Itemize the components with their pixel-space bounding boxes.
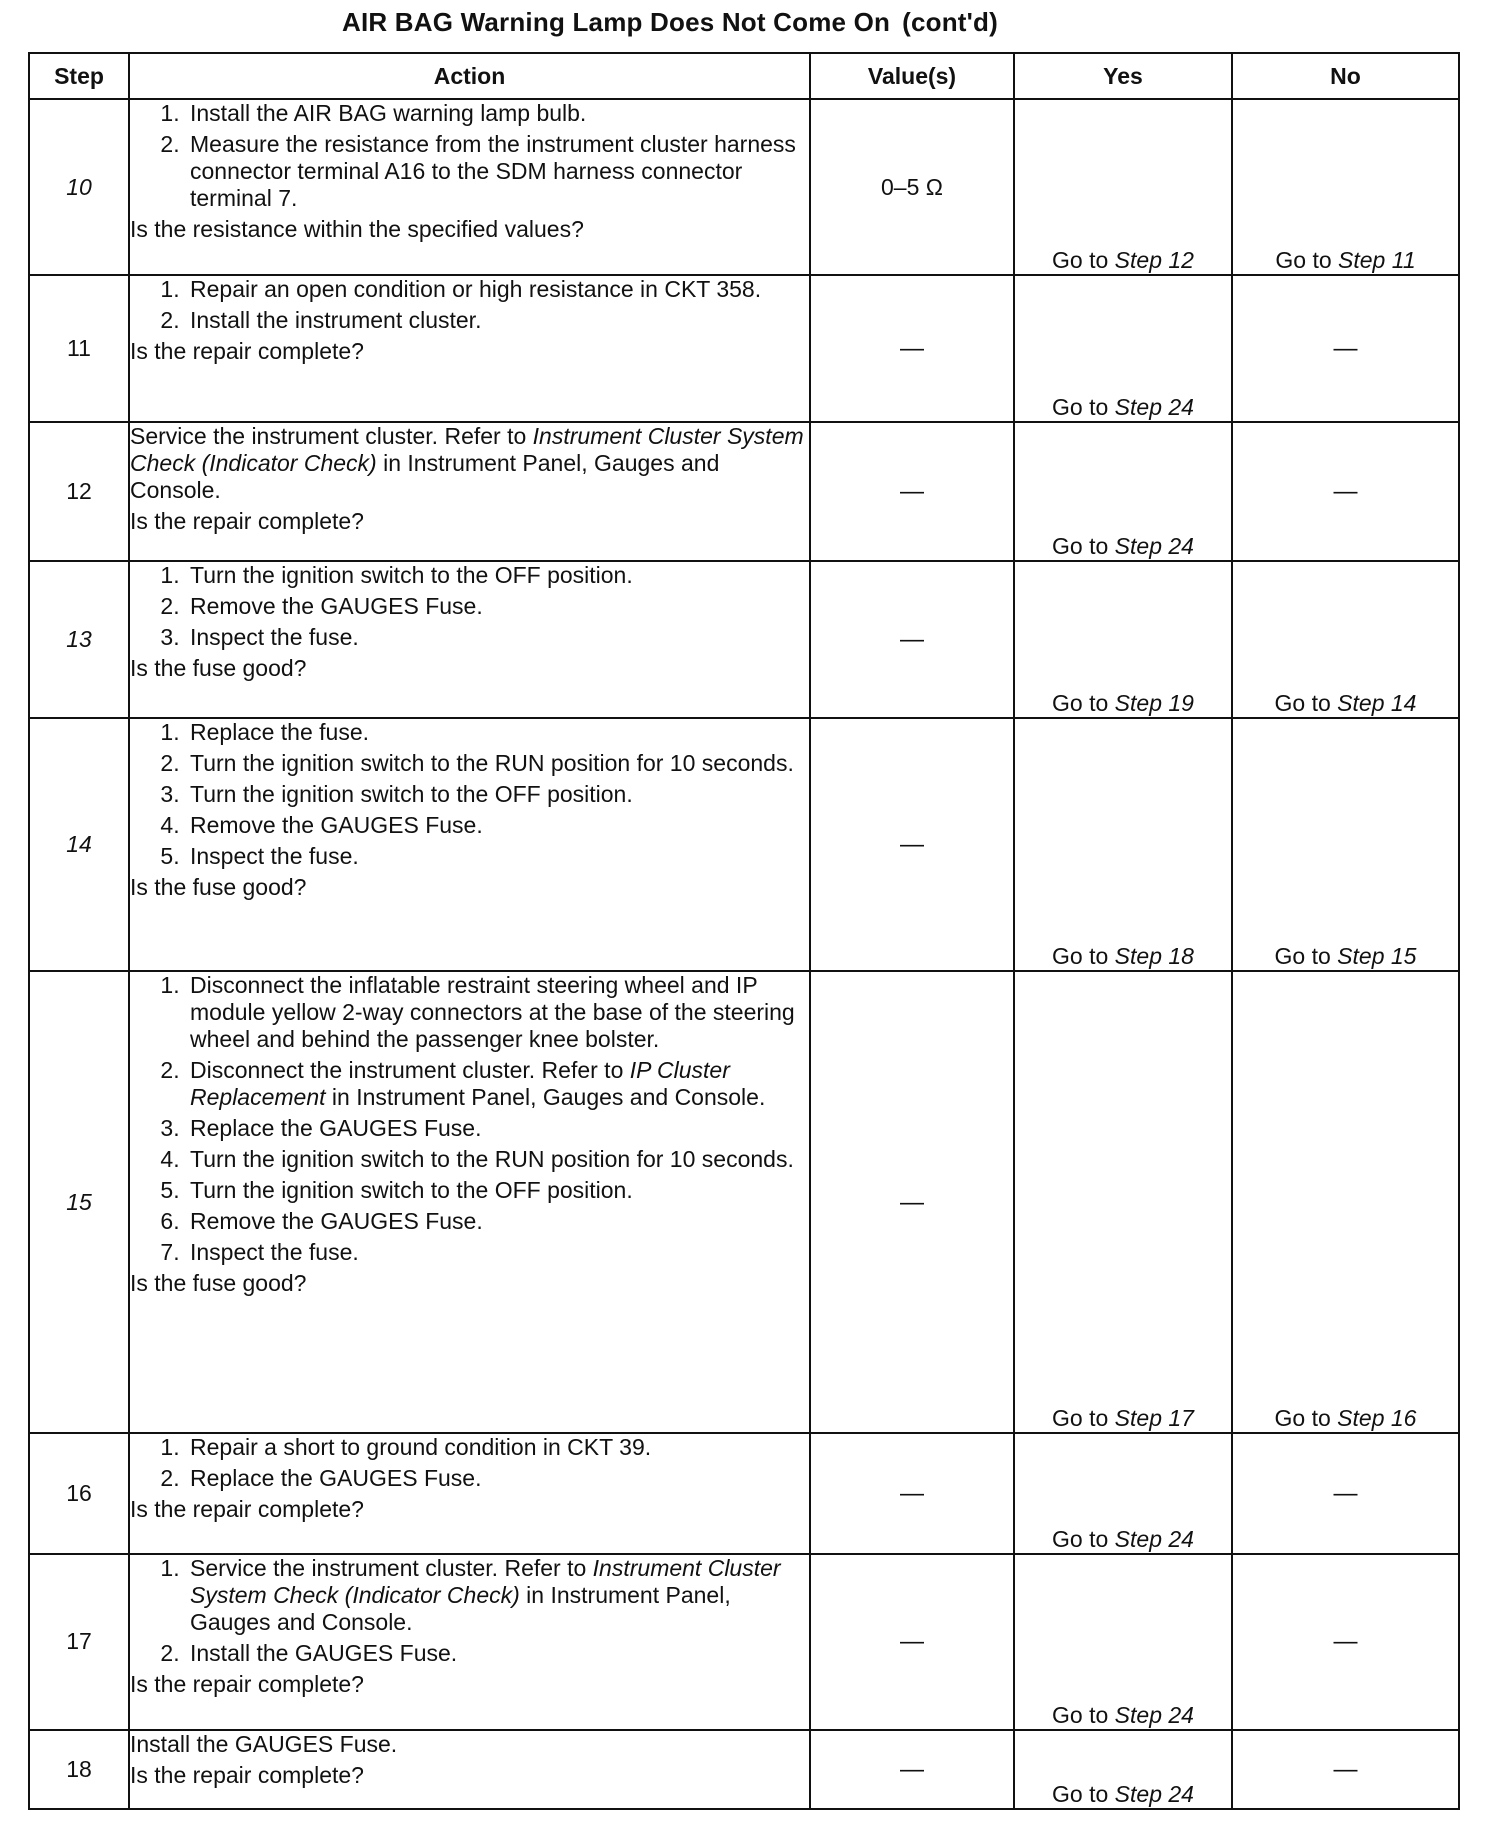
action-cell	[129, 99, 810, 275]
goto-prefix: Go to	[1052, 393, 1109, 420]
diagnostic-table	[28, 52, 1460, 1810]
goto-prefix: Go to	[1274, 1405, 1331, 1432]
no-goto	[1275, 1405, 1417, 1431]
action-cell	[129, 1554, 810, 1730]
goto-target: Step 24	[1114, 1702, 1194, 1729]
value-text: —	[900, 1628, 924, 1656]
yes-cell	[1014, 561, 1232, 719]
action-text: in Instrument Panel, Gauges and Console.	[325, 1084, 766, 1111]
table-row	[29, 1730, 1459, 1809]
action-cell	[129, 422, 810, 561]
action-item: 4. Turn the ignition switch to the RUN position for 10 seconds.	[186, 1146, 809, 1173]
no-cell	[1232, 1554, 1459, 1730]
yes-goto	[1052, 1526, 1194, 1552]
goto-prefix: Go to	[1052, 532, 1109, 559]
action-item: 1. Install the AIR BAG warning lamp bulb.	[186, 100, 809, 127]
action-item: 2. Remove the GAUGES Fuse.	[186, 593, 809, 620]
page-title-text: AIR BAG Warning Lamp Does Not Come On	[342, 7, 891, 37]
action-item: 3. Turn the ignition switch to the OFF position.	[186, 781, 809, 808]
table-body	[29, 99, 1459, 1809]
no-goto	[1275, 247, 1415, 273]
action-question: Is the repair complete?	[130, 338, 364, 365]
action-list	[130, 1434, 809, 1492]
table-row	[29, 971, 1459, 1433]
no-dash: —	[1333, 477, 1358, 505]
no-cell	[1232, 561, 1459, 719]
yes-cell	[1014, 422, 1232, 561]
action-item: 1. Repair an open condition or high resistance in CKT 358.	[186, 276, 809, 303]
no-goto	[1275, 690, 1417, 716]
action-item: 5. Inspect the fuse.	[186, 843, 809, 870]
yes-goto	[1052, 690, 1194, 716]
step-number: 16	[29, 1433, 129, 1554]
table-row	[29, 718, 1459, 971]
table-row	[29, 561, 1459, 719]
no-cell	[1232, 99, 1459, 275]
goto-target: Step 24	[1114, 393, 1194, 420]
action-item: 2. Install the GAUGES Fuse.	[186, 1640, 809, 1667]
goto-target: Step 18	[1114, 943, 1194, 970]
value-text: —	[900, 626, 924, 654]
value-text: —	[900, 1756, 924, 1784]
action-text: Service the instrument cluster. Refer to	[190, 1554, 593, 1581]
action-cell	[129, 971, 810, 1433]
table-row	[29, 1554, 1459, 1730]
value-text: 0–5 Ω	[881, 173, 943, 200]
goto-target: Step 24	[1114, 1781, 1194, 1807]
value-cell	[810, 971, 1014, 1433]
value-cell	[810, 561, 1014, 719]
action-item: 1. Replace the fuse.	[186, 719, 809, 746]
no-cell	[1232, 971, 1459, 1433]
step-number: 15	[29, 971, 129, 1433]
yes-goto	[1052, 533, 1194, 559]
action-text: Service the instrument cluster. Refer to	[130, 422, 533, 449]
yes-goto	[1052, 394, 1194, 420]
value-cell	[810, 99, 1014, 275]
yes-cell	[1014, 1730, 1232, 1809]
goto-prefix: Go to	[1275, 247, 1332, 274]
value-cell	[810, 718, 1014, 971]
goto-target: Step 15	[1337, 943, 1417, 970]
reference-title: Instrument Cluster System Check (Indicator Check)	[130, 422, 804, 476]
action-item: 2. Turn the ignition switch to the RUN position for 10 seconds.	[186, 750, 809, 777]
action-item: 6. Remove the GAUGES Fuse.	[186, 1208, 809, 1235]
action-item: 1. Disconnect the inflatable restraint steering wheel and IP module yellow 2-way connectors at the base of the steering wheel and behind the passenger knee bolster.	[186, 972, 809, 1053]
table-row	[29, 1433, 1459, 1554]
action-text: in Instrument Panel, Gauges and Console.	[190, 1581, 731, 1635]
action-question: Is the fuse good?	[130, 1270, 307, 1297]
table-row	[29, 422, 1459, 561]
no-cell	[1232, 1433, 1459, 1554]
header-step: Step	[29, 53, 129, 99]
action-item: 1. Repair a short to ground condition in CKT 39.	[186, 1434, 809, 1461]
goto-prefix: Go to	[1052, 247, 1109, 274]
action-list	[130, 1555, 809, 1667]
step-number: 10	[29, 99, 129, 275]
goto-prefix: Go to	[1052, 1781, 1109, 1807]
reference-title: IP Cluster Replacement	[190, 1057, 730, 1111]
yes-goto	[1052, 1702, 1194, 1728]
action-item: 2. Install the instrument cluster.	[186, 307, 809, 334]
yes-goto	[1052, 247, 1194, 273]
yes-cell	[1014, 1433, 1232, 1554]
table-row	[29, 99, 1459, 275]
value-cell	[810, 275, 1014, 421]
step-number: 12	[29, 422, 129, 561]
action-lead: Install the GAUGES Fuse.	[130, 1731, 398, 1758]
goto-prefix: Go to	[1052, 943, 1109, 970]
value-text: —	[900, 334, 924, 362]
goto-prefix: Go to	[1052, 1702, 1109, 1729]
goto-target: Step 19	[1114, 690, 1194, 717]
yes-cell	[1014, 971, 1232, 1433]
action-item	[186, 1555, 809, 1636]
reference-title: Instrument Cluster System Check (Indicator Check)	[190, 1554, 781, 1608]
action-question: Is the repair complete?	[130, 1496, 364, 1523]
header-yes: Yes	[1014, 53, 1232, 99]
action-cell	[129, 1433, 810, 1554]
action-list	[130, 100, 809, 212]
value-text: —	[900, 1479, 924, 1507]
value-cell	[810, 422, 1014, 561]
goto-prefix: Go to	[1052, 1525, 1109, 1552]
goto-prefix: Go to	[1274, 943, 1331, 970]
no-goto	[1275, 943, 1417, 969]
value-text: —	[900, 1188, 924, 1216]
no-cell	[1232, 275, 1459, 421]
goto-target: Step 12	[1114, 247, 1194, 274]
action-question: Is the repair complete?	[130, 1762, 364, 1789]
action-cell	[129, 561, 810, 719]
action-item: 7. Inspect the fuse.	[186, 1239, 809, 1266]
header-values: Value(s)	[810, 53, 1014, 99]
action-item: 1. Turn the ignition switch to the OFF position.	[186, 562, 809, 589]
action-question: Is the resistance within the specified values?	[130, 216, 584, 242]
table-row	[29, 275, 1459, 421]
page-title-suffix: (cont'd)	[902, 7, 998, 37]
action-question: Is the repair complete?	[130, 1670, 364, 1697]
goto-target: Step 24	[1114, 532, 1194, 559]
yes-goto	[1052, 1781, 1194, 1807]
goto-target: Step 16	[1337, 1405, 1417, 1432]
value-cell	[810, 1433, 1014, 1554]
action-cell	[129, 1730, 810, 1809]
yes-cell	[1014, 275, 1232, 421]
action-question: Is the fuse good?	[130, 654, 307, 681]
action-list	[130, 562, 809, 651]
goto-target: Step 14	[1337, 690, 1417, 717]
step-number: 14	[29, 718, 129, 971]
action-cell	[129, 718, 810, 971]
goto-prefix: Go to	[1052, 1405, 1109, 1432]
action-question: Is the fuse good?	[130, 874, 307, 901]
no-cell	[1232, 718, 1459, 971]
action-item	[186, 1057, 809, 1111]
page-title	[0, 6, 1340, 38]
action-text: Disconnect the instrument cluster. Refer to	[190, 1057, 630, 1084]
action-list	[130, 972, 809, 1266]
header-no: No	[1232, 53, 1459, 99]
value-cell	[810, 1554, 1014, 1730]
goto-prefix: Go to	[1274, 690, 1331, 717]
step-number: 11	[29, 275, 129, 421]
value-text: —	[900, 477, 924, 505]
action-lead	[130, 423, 809, 504]
action-list	[130, 719, 809, 870]
no-cell	[1232, 422, 1459, 561]
action-cell	[129, 275, 810, 421]
action-item: 3. Replace the GAUGES Fuse.	[186, 1115, 809, 1142]
action-item: 2. Replace the GAUGES Fuse.	[186, 1465, 809, 1492]
value-text: —	[900, 831, 924, 859]
no-dash: —	[1333, 334, 1358, 362]
no-cell	[1232, 1730, 1459, 1809]
action-item: 3. Inspect the fuse.	[186, 624, 809, 651]
goto-target: Step 11	[1338, 247, 1416, 274]
yes-cell	[1014, 1554, 1232, 1730]
goto-target: Step 24	[1114, 1525, 1194, 1552]
step-number: 13	[29, 561, 129, 719]
yes-goto	[1052, 943, 1194, 969]
step-number: 17	[29, 1554, 129, 1730]
yes-goto	[1052, 1405, 1194, 1431]
header-action: Action	[129, 53, 810, 99]
goto-prefix: Go to	[1052, 690, 1109, 717]
no-dash: —	[1333, 1479, 1358, 1507]
yes-cell	[1014, 718, 1232, 971]
action-list	[130, 276, 809, 334]
action-text: in Instrument Panel, Gauges and Console.	[130, 449, 720, 503]
table-header-row	[29, 53, 1459, 99]
action-item: 4. Remove the GAUGES Fuse.	[186, 812, 809, 839]
yes-cell	[1014, 99, 1232, 275]
action-item: 2. Measure the resistance from the instrument cluster harness connector terminal A16 to the SDM harness connector terminal 7.	[186, 131, 809, 212]
goto-target: Step 17	[1114, 1405, 1194, 1432]
step-number: 18	[29, 1730, 129, 1809]
action-item: 5. Turn the ignition switch to the OFF position.	[186, 1177, 809, 1204]
value-cell	[810, 1730, 1014, 1809]
no-dash: —	[1333, 1756, 1358, 1784]
action-question: Is the repair complete?	[130, 507, 364, 534]
no-dash: —	[1333, 1628, 1358, 1656]
